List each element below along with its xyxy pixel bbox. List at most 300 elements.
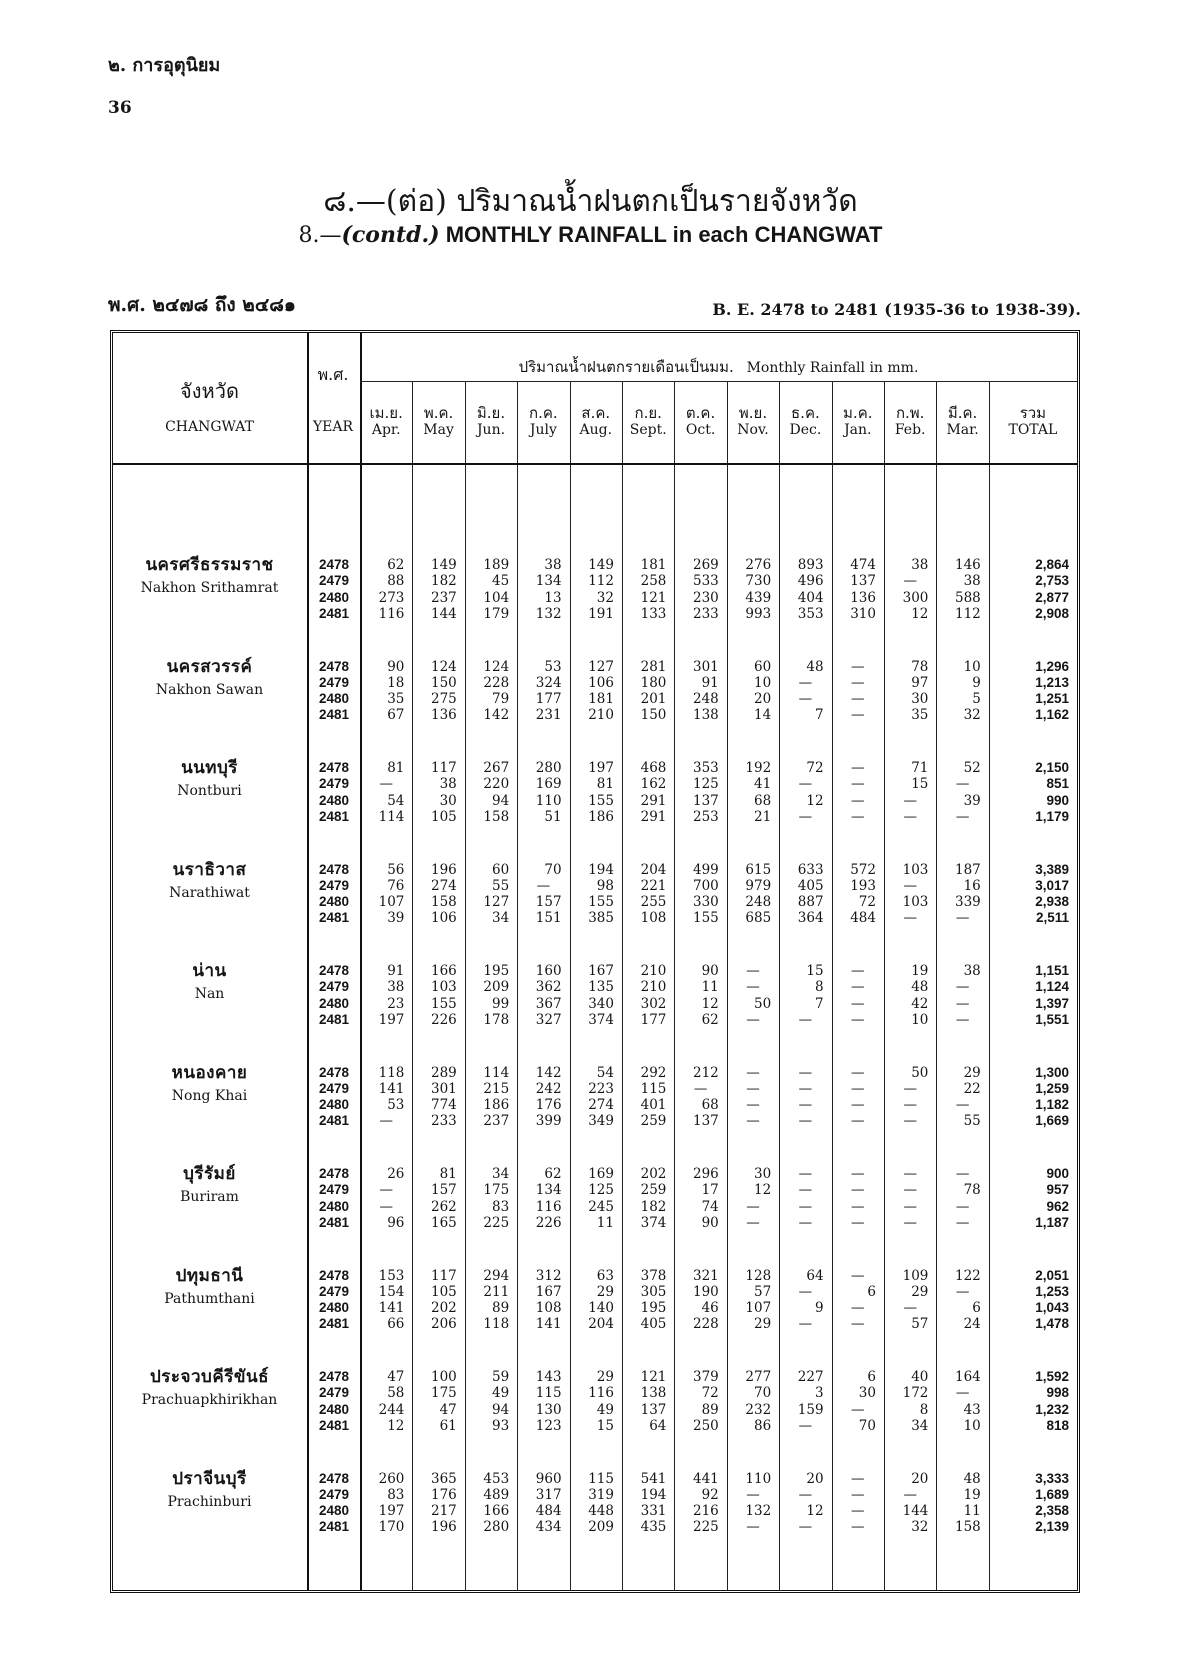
- total-cell: 2,358: [1035, 1503, 1069, 1519]
- rainfall-cell: 61: [439, 1417, 457, 1434]
- rainfall-cell: 153: [378, 1267, 405, 1284]
- year-cell: 2478: [318, 1369, 350, 1384]
- rainfall-cell: 52: [963, 760, 981, 776]
- rainfall-cell: 615: [745, 861, 772, 878]
- rainfall-cell: 248: [745, 894, 772, 911]
- rainfall-cell: 960: [535, 1470, 562, 1487]
- total-cell: 1,296: [1035, 658, 1069, 674]
- total-cell: 1,182: [1035, 1097, 1069, 1113]
- rainfall-cell: —: [955, 979, 970, 996]
- rainfall-cell: 134: [535, 1182, 562, 1199]
- rainfall-cell: 38: [439, 776, 457, 793]
- rainfall-cell: 137: [693, 792, 719, 809]
- rainfall-cell: 3: [814, 1385, 824, 1402]
- rainfall-cell: 141: [535, 1316, 562, 1333]
- rainfall-cell: 132: [745, 1503, 772, 1520]
- rainfall-cell: 142: [535, 1064, 562, 1081]
- rainfall-cell: 226: [535, 1214, 562, 1231]
- rainfall-cell: 267: [483, 760, 510, 776]
- year-cell: 2481: [318, 1113, 350, 1129]
- rainfall-cell: —: [903, 1198, 917, 1215]
- rainfall-cell: 16: [963, 877, 981, 894]
- rainfall-cell: 364: [797, 910, 824, 927]
- rainfall-cell: 150: [640, 707, 667, 724]
- rainfall-cell: 137: [850, 573, 876, 590]
- rainfall-cell: 10: [963, 1417, 981, 1434]
- rainfall-cell: —: [851, 1470, 865, 1487]
- total-cell: 957: [1046, 1182, 1069, 1198]
- total-cell: 990: [1046, 792, 1069, 808]
- rainfall-cell: 135: [588, 979, 614, 996]
- rainfall-cell: 51: [544, 808, 562, 825]
- month-header-english: Jun.: [476, 422, 506, 438]
- rainfall-cell: 6: [972, 1300, 981, 1317]
- rainfall-cell: 29: [963, 1064, 981, 1081]
- rainfall-cell: 223: [588, 1080, 614, 1097]
- rainfall-cell: —: [798, 1283, 813, 1300]
- total-cell: 1,689: [1035, 1486, 1069, 1502]
- province-name: [113, 653, 306, 699]
- rainfall-cell: 244: [378, 1401, 405, 1418]
- total-cell: 1,251: [1035, 691, 1069, 707]
- rainfall-cell: 10: [911, 1011, 929, 1028]
- province-name-thai: น่าน: [192, 961, 227, 981]
- year-cell: 2479: [318, 573, 350, 589]
- rainfall-cell: 78: [911, 658, 929, 675]
- year-cell: 2478: [318, 658, 350, 674]
- rainfall-cell: 38: [387, 979, 405, 996]
- rainfall-cell: 144: [431, 605, 457, 622]
- rainfall-cell: —: [746, 1097, 760, 1114]
- rainfall-cell: 180: [640, 674, 667, 691]
- rainfall-cell: —: [851, 1166, 865, 1182]
- rainfall-cell: —: [798, 1214, 813, 1231]
- rainfall-cell: 118: [378, 1064, 405, 1081]
- rainfall-cell: 210: [640, 963, 667, 979]
- year-cell: 2481: [318, 808, 350, 824]
- header-year-thai: พ.ศ.: [317, 365, 349, 384]
- rainfall-cell: 401: [640, 1097, 667, 1114]
- province-name: [113, 957, 306, 1003]
- rainfall-cell: 81: [439, 1166, 457, 1182]
- rainfall-cell: 191: [588, 605, 614, 622]
- title-thai: ๘.—(ต่อ) ปริมาณน้ำฝนตกเป็นรายจังหวัด: [323, 184, 858, 219]
- rainfall-cell: 30: [754, 1166, 772, 1182]
- rainfall-cell: 405: [797, 877, 824, 894]
- rainfall-cell: —: [955, 1166, 970, 1182]
- rainfall-cell: 468: [640, 760, 667, 776]
- rainfall-cell: 91: [387, 963, 405, 979]
- rainfall-cell: 110: [535, 792, 562, 809]
- rainfall-cell: —: [903, 1214, 917, 1231]
- year-cell: 2480: [318, 691, 350, 707]
- rainfall-cell: 633: [797, 861, 824, 878]
- month-header-thai: ก.พ.: [895, 404, 925, 422]
- header-monthly-rainfall-thai: ปริมาณน้ำฝนตกรายเดือนเป็นมม.: [518, 358, 734, 376]
- rainfall-cell: 231: [535, 707, 562, 724]
- rainfall-cell: 182: [431, 573, 457, 590]
- rainfall-cell: 310: [850, 605, 876, 622]
- rainfall-cell: 275: [431, 691, 457, 708]
- rainfall-cell: 405: [640, 1316, 667, 1333]
- year-cell: 2478: [318, 1470, 350, 1486]
- rainfall-cell: 192: [745, 760, 772, 776]
- rainfall-cell: 83: [387, 1486, 405, 1503]
- rainfall-cell: 68: [754, 792, 772, 809]
- year-cell: 2481: [318, 1316, 350, 1332]
- rainfall-cell: 339: [955, 894, 981, 911]
- rainfall-cell: 165: [431, 1214, 457, 1231]
- rainfall-cell: —: [851, 1486, 865, 1503]
- rainfall-cell: 289: [431, 1064, 457, 1081]
- rainfall-cell: 48: [963, 1470, 981, 1487]
- rainfall-cell: 291: [640, 792, 667, 809]
- header-year-english: YEAR: [312, 419, 354, 435]
- section-header: ๒. การอุตุนิยม: [108, 55, 221, 76]
- month-header: [570, 405, 622, 439]
- title-main: MONTHLY RAINFALL in each CHANGWAT: [445, 222, 883, 247]
- rainfall-cell: —: [903, 910, 917, 927]
- rainfall-cell: —: [955, 1214, 970, 1231]
- year-cell: 2480: [318, 1097, 350, 1113]
- period-thai: พ.ศ. ๒๔๗๘ ถึง ๒๔๘๑: [108, 294, 296, 316]
- province-name-thai: นครศรีธรรมราช: [145, 555, 274, 575]
- province-name: [113, 1160, 306, 1206]
- rainfall-cell: 32: [911, 1519, 929, 1536]
- rainfall-cell: —: [798, 1097, 813, 1114]
- rainfall-cell: 10: [754, 674, 772, 691]
- rainfall-cell: 47: [387, 1369, 405, 1385]
- rainfall-cell: 302: [640, 995, 667, 1012]
- rainfall-cell: 730: [745, 573, 772, 590]
- rainfall-cell: 273: [378, 589, 405, 606]
- rainfall-cell: 230: [693, 589, 719, 606]
- rainfall-cell: 195: [640, 1300, 667, 1317]
- year-cell: 2479: [318, 877, 350, 893]
- rainfall-cell: 149: [431, 557, 457, 573]
- rainfall-cell: 40: [911, 1369, 929, 1385]
- rainfall-cell: 72: [806, 760, 824, 776]
- month-header-thai: ต.ค.: [685, 404, 716, 422]
- rainfall-cell: 12: [701, 995, 719, 1012]
- rainfall-cell: 48: [911, 979, 929, 996]
- rainfall-cell: 89: [701, 1401, 719, 1418]
- rainfall-cell: 97: [911, 674, 929, 691]
- year-cell: 2481: [318, 1214, 350, 1230]
- rainfall-cell: —: [851, 792, 865, 809]
- rainfall-cell: —: [955, 1011, 970, 1028]
- rainfall-cell: 146: [955, 557, 981, 573]
- rainfall-cell: 340: [588, 995, 614, 1012]
- month-header-english: May: [423, 422, 454, 438]
- rainfall-cell: 81: [596, 776, 614, 793]
- year-cell: 2480: [318, 894, 350, 910]
- rainfall-cell: 17: [701, 1182, 719, 1199]
- rainfall-cell: —: [851, 1080, 865, 1097]
- rainfall-cell: 186: [483, 1097, 510, 1114]
- rainfall-cell: 71: [911, 760, 929, 776]
- rainfall-cell: 312: [535, 1267, 562, 1284]
- rainfall-cell: 32: [963, 707, 981, 724]
- rainfall-cell: 47: [439, 1401, 457, 1418]
- province-name-thai: นราธิวาส: [172, 859, 247, 880]
- rainfall-cell: —: [798, 1519, 813, 1536]
- rainfall-cell: 260: [378, 1470, 405, 1487]
- rainfall-cell: 233: [693, 605, 719, 622]
- rainfall-cell: 216: [693, 1503, 719, 1520]
- rainfall-cell: 159: [797, 1401, 824, 1418]
- total-cell: 1,478: [1035, 1316, 1069, 1332]
- rainfall-cell: 108: [535, 1300, 562, 1317]
- total-cell: 2,150: [1035, 760, 1069, 775]
- rainfall-cell: —: [379, 1113, 393, 1130]
- rainfall-cell: 149: [588, 557, 614, 573]
- province-name-thai: ปราจีนบุรี: [172, 1468, 247, 1489]
- rainfall-cell: —: [851, 1401, 865, 1418]
- rainfall-cell: 117: [431, 1267, 457, 1284]
- rainfall-cell: 11: [701, 979, 719, 996]
- rainfall-cell: 12: [754, 1182, 772, 1199]
- header-changwat-english: CHANGWAT: [165, 419, 254, 435]
- total-cell: 1,213: [1035, 674, 1069, 690]
- rainfall-cell: —: [955, 1198, 970, 1215]
- rainfall-cell: 115: [535, 1385, 562, 1402]
- rainfall-cell: 280: [535, 760, 562, 776]
- rainfall-cell: 187: [955, 861, 981, 878]
- rainfall-cell: 141: [378, 1080, 405, 1097]
- rainfall-cell: 225: [693, 1519, 719, 1536]
- rainfall-cell: —: [536, 877, 551, 894]
- rainfall-cell: 362: [535, 979, 562, 996]
- rainfall-cell: 130: [535, 1401, 562, 1418]
- month-header-thai: ม.ค.: [843, 404, 873, 422]
- row-divider: [113, 463, 1077, 465]
- rainfall-cell: 169: [535, 776, 562, 793]
- province-name-english: Prachuapkhirikhan: [141, 1392, 278, 1408]
- total-cell: 2,511: [1035, 910, 1069, 926]
- total-cell: 2,938: [1035, 894, 1069, 910]
- rainfall-cell: 72: [701, 1385, 719, 1402]
- period-english: B. E. 2478 to 2481 (1935-36 to 1938-39).: [712, 300, 1081, 319]
- year-cell: 2479: [318, 1486, 350, 1502]
- rainfall-cell: 209: [588, 1519, 614, 1536]
- total-cell: 1,259: [1035, 1080, 1069, 1096]
- year-cell: 2480: [318, 792, 350, 808]
- rainfall-cell: 138: [640, 1385, 667, 1402]
- total-cell: 1,232: [1035, 1401, 1069, 1417]
- rainfall-cell: 439: [745, 589, 772, 606]
- rainfall-cell: 29: [911, 1283, 929, 1300]
- rainfall-cell: 195: [483, 963, 510, 979]
- rainfall-cell: 893: [797, 557, 824, 573]
- month-header-thai: มิ.ย.: [476, 404, 506, 422]
- rainfall-cell: —: [903, 808, 917, 825]
- total-cell: 1,551: [1035, 1011, 1069, 1027]
- rainfall-cell: —: [693, 1080, 708, 1097]
- rainfall-cell: 166: [483, 1503, 510, 1520]
- total-cell: 998: [1046, 1385, 1069, 1401]
- rainfall-cell: 474: [850, 557, 876, 573]
- rainfall-cell: —: [746, 1080, 760, 1097]
- rainfall-cell: 167: [535, 1283, 562, 1300]
- month-header-thai: เม.ย.: [369, 404, 403, 422]
- total-cell: 2,139: [1035, 1519, 1069, 1535]
- year-cell: 2478: [318, 1267, 350, 1283]
- rainfall-cell: 50: [911, 1064, 929, 1081]
- rainfall-cell: 134: [535, 573, 562, 590]
- rainfall-cell: 541: [640, 1470, 667, 1487]
- province-name: [113, 1262, 306, 1308]
- rainfall-cell: —: [379, 776, 393, 793]
- rainfall-cell: 19: [911, 963, 929, 979]
- rainfall-cell: 217: [431, 1503, 457, 1520]
- month-header: [517, 405, 569, 439]
- rainfall-cell: 127: [483, 894, 510, 911]
- rainfall-cell: 94: [492, 1401, 510, 1418]
- total-cell: 3,389: [1035, 861, 1069, 877]
- rainfall-cell: 39: [387, 910, 405, 927]
- rainfall-cell: 5: [972, 691, 981, 708]
- rainfall-cell: 90: [701, 1214, 719, 1231]
- rainfall-cell: —: [851, 658, 865, 675]
- rainfall-cell: 276: [745, 557, 772, 573]
- rainfall-cell: —: [746, 1519, 760, 1536]
- rainfall-cell: —: [851, 1214, 865, 1231]
- rainfall-cell: 11: [596, 1214, 614, 1231]
- rainfall-cell: 196: [431, 861, 457, 878]
- rainfall-cell: 250: [693, 1417, 719, 1434]
- rainfall-cell: 774: [431, 1097, 457, 1114]
- year-cell: 2480: [318, 1198, 350, 1214]
- rainfall-cell: 116: [378, 605, 405, 622]
- rainfall-cell: 70: [754, 1385, 772, 1402]
- rainfall-cell: 133: [640, 605, 667, 622]
- rainfall-cell: 204: [640, 861, 667, 878]
- rainfall-cell: 6: [867, 1369, 876, 1385]
- rainfall-cell: 49: [492, 1385, 510, 1402]
- year-cell: 2480: [318, 1300, 350, 1316]
- total-cell: 1,124: [1035, 979, 1069, 995]
- rainfall-cell: 182: [640, 1198, 667, 1215]
- rainfall-cell: 330: [693, 894, 719, 911]
- rainfall-cell: 206: [431, 1316, 457, 1333]
- rainfall-cell: 122: [955, 1267, 981, 1284]
- province-name-english: Pathumthani: [164, 1290, 255, 1307]
- rainfall-cell: 9: [814, 1300, 824, 1317]
- rainfall-cell: 143: [535, 1369, 562, 1385]
- rainfall-cell: 7: [814, 995, 824, 1012]
- total-cell: 962: [1046, 1198, 1069, 1214]
- rainfall-cell: —: [798, 1417, 813, 1434]
- rainfall-cell: —: [851, 1316, 865, 1333]
- rainfall-cell: —: [903, 1166, 917, 1182]
- rainfall-cell: 162: [640, 776, 667, 793]
- rainfall-cell: —: [851, 1064, 865, 1081]
- rainfall-cell: 164: [955, 1369, 981, 1385]
- rainfall-cell: 94: [492, 792, 510, 809]
- rainfall-cell: 22: [963, 1080, 981, 1097]
- month-header: [465, 405, 517, 439]
- rainfall-cell: 50: [754, 995, 772, 1012]
- rainfall-cell: —: [851, 707, 865, 724]
- month-header: [884, 405, 936, 439]
- rainfall-cell: 194: [588, 861, 614, 878]
- province-name-english: Nontburi: [177, 783, 242, 799]
- total-header-english: TOTAL: [1008, 422, 1058, 438]
- rainfall-cell: 150: [431, 674, 457, 691]
- rainfall-cell: 177: [535, 691, 562, 708]
- year-cell: 2479: [318, 1283, 350, 1299]
- rainfall-cell: —: [798, 691, 813, 708]
- rainfall-cell: 59: [492, 1369, 510, 1385]
- rainfall-cell: 103: [902, 894, 929, 911]
- month-header-english: Jan.: [844, 422, 872, 438]
- month-header-english: Sept.: [629, 422, 667, 438]
- rainfall-cell: 993: [745, 605, 772, 622]
- rainfall-cell: 92: [701, 1486, 719, 1503]
- page-number: 36: [108, 98, 132, 118]
- rainfall-cell: 115: [640, 1080, 667, 1097]
- rainfall-cell: 136: [850, 589, 876, 606]
- rainfall-cell: 237: [431, 589, 457, 606]
- rainfall-cell: 685: [745, 910, 772, 927]
- rainfall-cell: 57: [754, 1283, 772, 1300]
- rainfall-cell: —: [903, 1300, 917, 1317]
- rainfall-cell: 64: [649, 1417, 667, 1434]
- rainfall-table: [110, 330, 1080, 1593]
- year-cell: 2480: [318, 1503, 350, 1519]
- rainfall-cell: 55: [492, 877, 510, 894]
- title-contd: (contd.): [341, 222, 440, 248]
- rainfall-cell: 89: [492, 1300, 510, 1317]
- month-header-thai: ธ.ค.: [791, 404, 820, 422]
- rainfall-cell: —: [955, 995, 970, 1012]
- total-header-thai: รวม: [1019, 404, 1047, 422]
- rainfall-cell: 169: [588, 1166, 614, 1182]
- rainfall-cell: 103: [902, 861, 929, 878]
- rainfall-cell: 54: [387, 792, 405, 809]
- rainfall-cell: 138: [693, 707, 719, 724]
- rainfall-cell: —: [746, 1064, 760, 1081]
- rainfall-cell: 21: [754, 808, 772, 825]
- rainfall-cell: 202: [431, 1300, 457, 1317]
- rainfall-cell: 194: [640, 1486, 667, 1503]
- total-cell: 851: [1046, 776, 1069, 792]
- rainfall-cell: 158: [483, 808, 510, 825]
- rainfall-cell: 181: [640, 557, 667, 573]
- rainfall-cell: 58: [387, 1385, 405, 1402]
- province-name: [113, 1363, 306, 1409]
- rainfall-cell: 62: [544, 1166, 562, 1182]
- rainfall-cell: 30: [858, 1385, 876, 1402]
- rainfall-cell: —: [746, 1198, 760, 1215]
- rainfall-cell: 30: [911, 691, 929, 708]
- month-header-english: Apr.: [371, 422, 401, 438]
- rainfall-cell: —: [798, 1182, 813, 1199]
- rainfall-cell: 274: [431, 877, 457, 894]
- rainfall-cell: 67: [387, 707, 405, 724]
- province-name-english: Buriram: [180, 1189, 239, 1205]
- rainfall-cell: 210: [588, 707, 614, 724]
- rainfall-cell: 166: [431, 963, 457, 979]
- title-english: [0, 222, 1181, 248]
- rainfall-cell: —: [746, 979, 760, 996]
- rainfall-cell: 294: [483, 1267, 510, 1284]
- rainfall-cell: 34: [492, 1166, 510, 1182]
- rainfall-cell: 12: [806, 792, 824, 809]
- rainfall-cell: 378: [640, 1267, 667, 1284]
- year-cell: 2481: [318, 1417, 350, 1433]
